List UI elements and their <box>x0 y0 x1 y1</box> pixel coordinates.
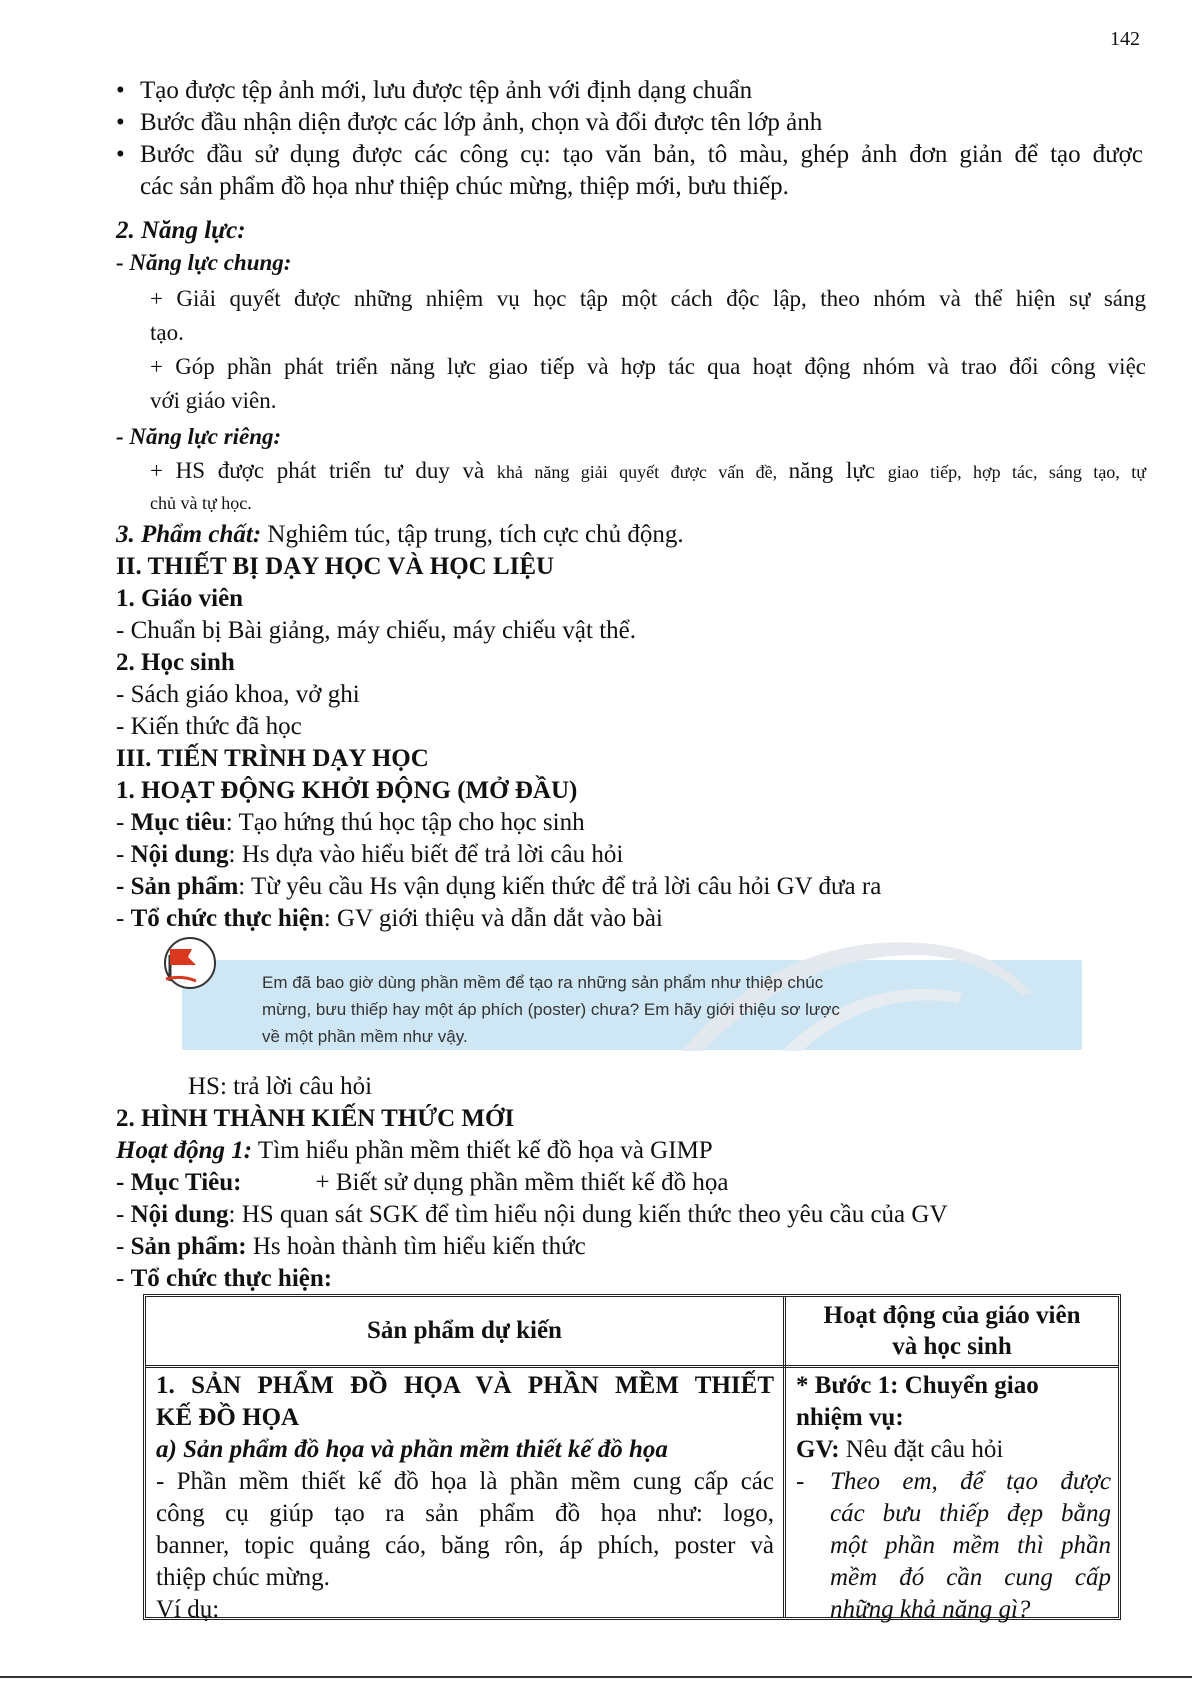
nang-luc-heading: 2. Năng lực: <box>116 217 246 244</box>
hs-answer: HS: trả lời câu hỏi <box>188 1073 373 1100</box>
nang-luc-rieng-item: + HS được phát triển tư duy và khả năng giải quyết được vấn đề, năng lực giao tiếp, hợp tác, sáng tạo, tự <box>150 458 1146 483</box>
to-chuc-line: - Tổ chức thực hiện: <box>116 1265 333 1292</box>
activity-line: Hoạt động 1: Tìm hiểu phần mềm thiết kế đồ họa và GIMP <box>116 1137 713 1164</box>
to-chuc-line: - Tổ chức thực hiện: GV giới thiệu và dẫn dắt vào bài <box>116 905 663 932</box>
hs-text: - Sách giáo khoa, vở ghi <box>116 681 360 708</box>
flag-icon <box>162 935 222 991</box>
noi-dung-line: - Nội dung: Hs dựa vào hiểu biết để trả lời câu hỏi <box>116 841 624 868</box>
nang-luc-chung-item-cont: tạo. <box>150 320 184 345</box>
textbook-callout <box>162 935 1090 1065</box>
page-bottom-rule <box>0 1676 1192 1678</box>
activity-table <box>143 1294 1121 1623</box>
gv-text: - Chuẩn bị Bài giảng, máy chiếu, máy chiếu vật thể. <box>116 617 636 644</box>
bullet-icon: • <box>116 77 125 104</box>
section-heading: III. TIẾN TRÌNH DẠY HỌC <box>116 745 429 772</box>
table-header-products: Sản phẩm dự kiến <box>367 1317 562 1344</box>
nang-luc-rieng-item-cont: chủ và tự học. <box>150 493 252 513</box>
muc-tieu-line: - Mục Tiêu: + Biết sử dụng phần mềm thiết kế đồ họa <box>116 1169 729 1196</box>
san-pham-line: - Sản phẩm: Hs hoàn thành tìm hiểu kiến thức <box>116 1233 586 1260</box>
table-cell-products: 1. SẢN PHẨM ĐỒ HỌA VÀ PHẦN MỀM THIẾT KẾ ĐỒ HỌA a) Sản phẩm đồ họa và phần mềm thiết kế đồ họa - Phần mềm thiết kế đồ họa là phần mềm cung cấp các công cụ giúp tạo ra sản phẩm đồ họa như: logo, banner, topic quảng cáo, băng rôn, áp phích, poster và thiệp chúc mừng. Ví dụ: <box>156 1372 774 1623</box>
muc-tieu-line: - Mục tiêu: Tạo hứng thú học tập cho học sinh <box>116 809 585 836</box>
hs-heading: 2. Học sinh <box>116 649 235 676</box>
gv-heading: 1. Giáo viên <box>116 585 244 612</box>
nang-luc-chung-item-cont: với giáo viên. <box>150 388 277 413</box>
bullet-continuation: các sản phẩm đồ họa như thiệp chúc mừng, thiệp mới, bưu thiếp. <box>140 173 789 200</box>
section-heading: 2. HÌNH THÀNH KIẾN THỨC MỚI <box>116 1105 515 1132</box>
page-number: 142 <box>1110 28 1140 50</box>
table-divider <box>146 1365 1118 1368</box>
pham-chat: 3. Phẩm chất: Nghiêm túc, tập trung, tích cực chủ động. <box>116 521 684 548</box>
bullet-icon: • <box>116 109 125 136</box>
bullet-icon: • <box>116 141 125 168</box>
noi-dung-line: - Nội dung: HS quan sát SGK để tìm hiểu nội dung kiến thức theo yêu cầu của GV <box>116 1201 948 1228</box>
hs-text: - Kiến thức đã học <box>116 713 302 740</box>
nang-luc-rieng-label: - Năng lực riêng: <box>116 424 282 449</box>
table-cell-activities: * Bước 1: Chuyển giao nhiệm vụ: GV: Nêu đặt câu hỏi - Theo em, để tạo được các bưu thiếp đẹp bằng một phần mềm thì phần mềm đó cần cung cấp những khả năng gì? <box>796 1372 1111 1623</box>
callout-text: Em đã bao giờ dùng phần mềm để tạo ra những sản phẩm như thiệp chúc mừng, bưu thiếp hay một áp phích (poster) chưa? Em hãy giới thiệu sơ lược về một phần mềm như vậy. <box>262 973 840 1046</box>
nang-luc-chung-item: + Góp phần phát triển năng lực giao tiếp và hợp tác qua hoạt động nhóm và trao đổi công việc <box>150 354 1146 379</box>
nang-luc-chung-item: + Giải quyết được những nhiệm vụ học tập một cách độc lập, theo nhóm và thể hiện sự sáng <box>150 286 1146 311</box>
san-pham-line: - Sản phẩm: Từ yêu cầu Hs vận dụng kiến thức để trả lời câu hỏi GV đưa ra <box>116 873 882 900</box>
table-header-activities: Hoạt động của giáo viên và học sinh <box>823 1302 1081 1360</box>
section-heading: II. THIẾT BỊ DẠY HỌC VÀ HỌC LIỆU <box>116 553 555 580</box>
activity-heading: 1. HOẠT ĐỘNG KHỞI ĐỘNG (MỞ ĐẦU) <box>116 777 578 804</box>
nang-luc-chung-label: - Năng lực chung: <box>116 250 292 275</box>
